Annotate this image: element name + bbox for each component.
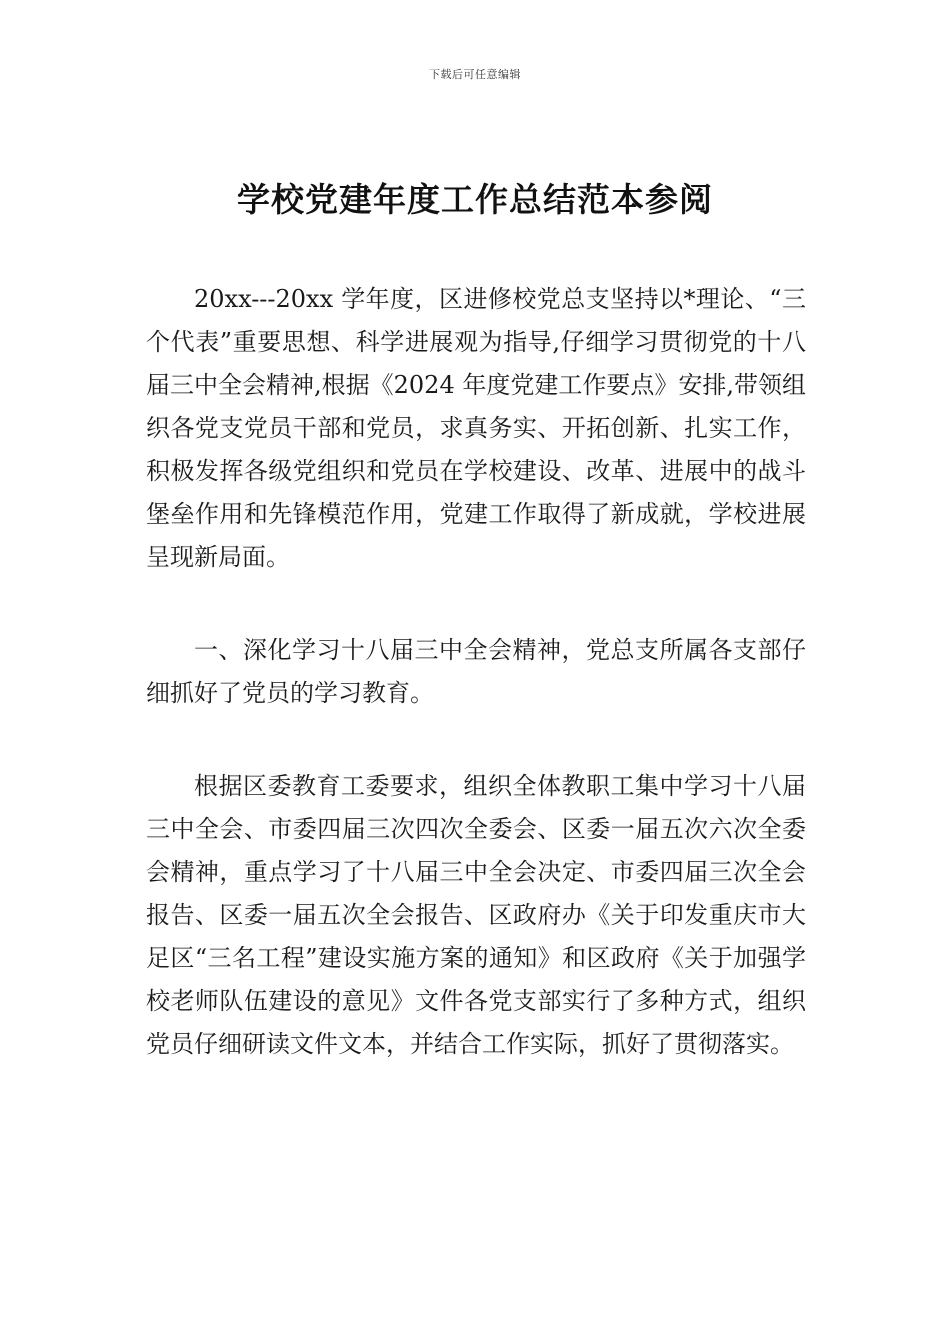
section-heading-1: 一、深化学习十八届三中全会精神，党总支所属各支部仔细抓好了党员的学习教育。 — [146, 636, 806, 707]
document-body — [146, 278, 806, 1066]
paragraph-study: 根据区委教育工委要求，组织全体教职工集中学习十八届三中全会、市委四届三次四次全委会、区委一届五次六次全委会精神，重点学习了十八届三中全会决定、市委四届三次全会报告、区委一届五次全会报告、区政府办《关于印发重庆市大足区“三名工程”建设实施方案的通知》和区政府《关于加强学校老师队伍建设的意见》文件各党支部实行了多种方式，组织党员仔细研读文件文本，并结合工作实际，抓好了贯彻落实。 — [146, 772, 806, 1058]
page-header-note: 下载后可任意编辑 — [429, 68, 521, 81]
paragraph-intro: 20xx---20xx 学年度，区进修校党总支坚持以*理论、“三个代表”重要思想、科学进展观为指导,仔细学习贯彻党的十八届三中全会精神,根据《2024 年度党建工作要点》安排,带领组织各党支党员干部和党员，求真务实、开拓创新、扎实工作，积极发挥各级党组织和党员在学校建设、改革、进展中的战斗堡垒作用和先锋模范作用，党建工作取得了新成就，学校进展呈现新局面。 — [146, 285, 806, 571]
document-title: 学校党建年度工作总结范本参阅 — [237, 180, 713, 219]
